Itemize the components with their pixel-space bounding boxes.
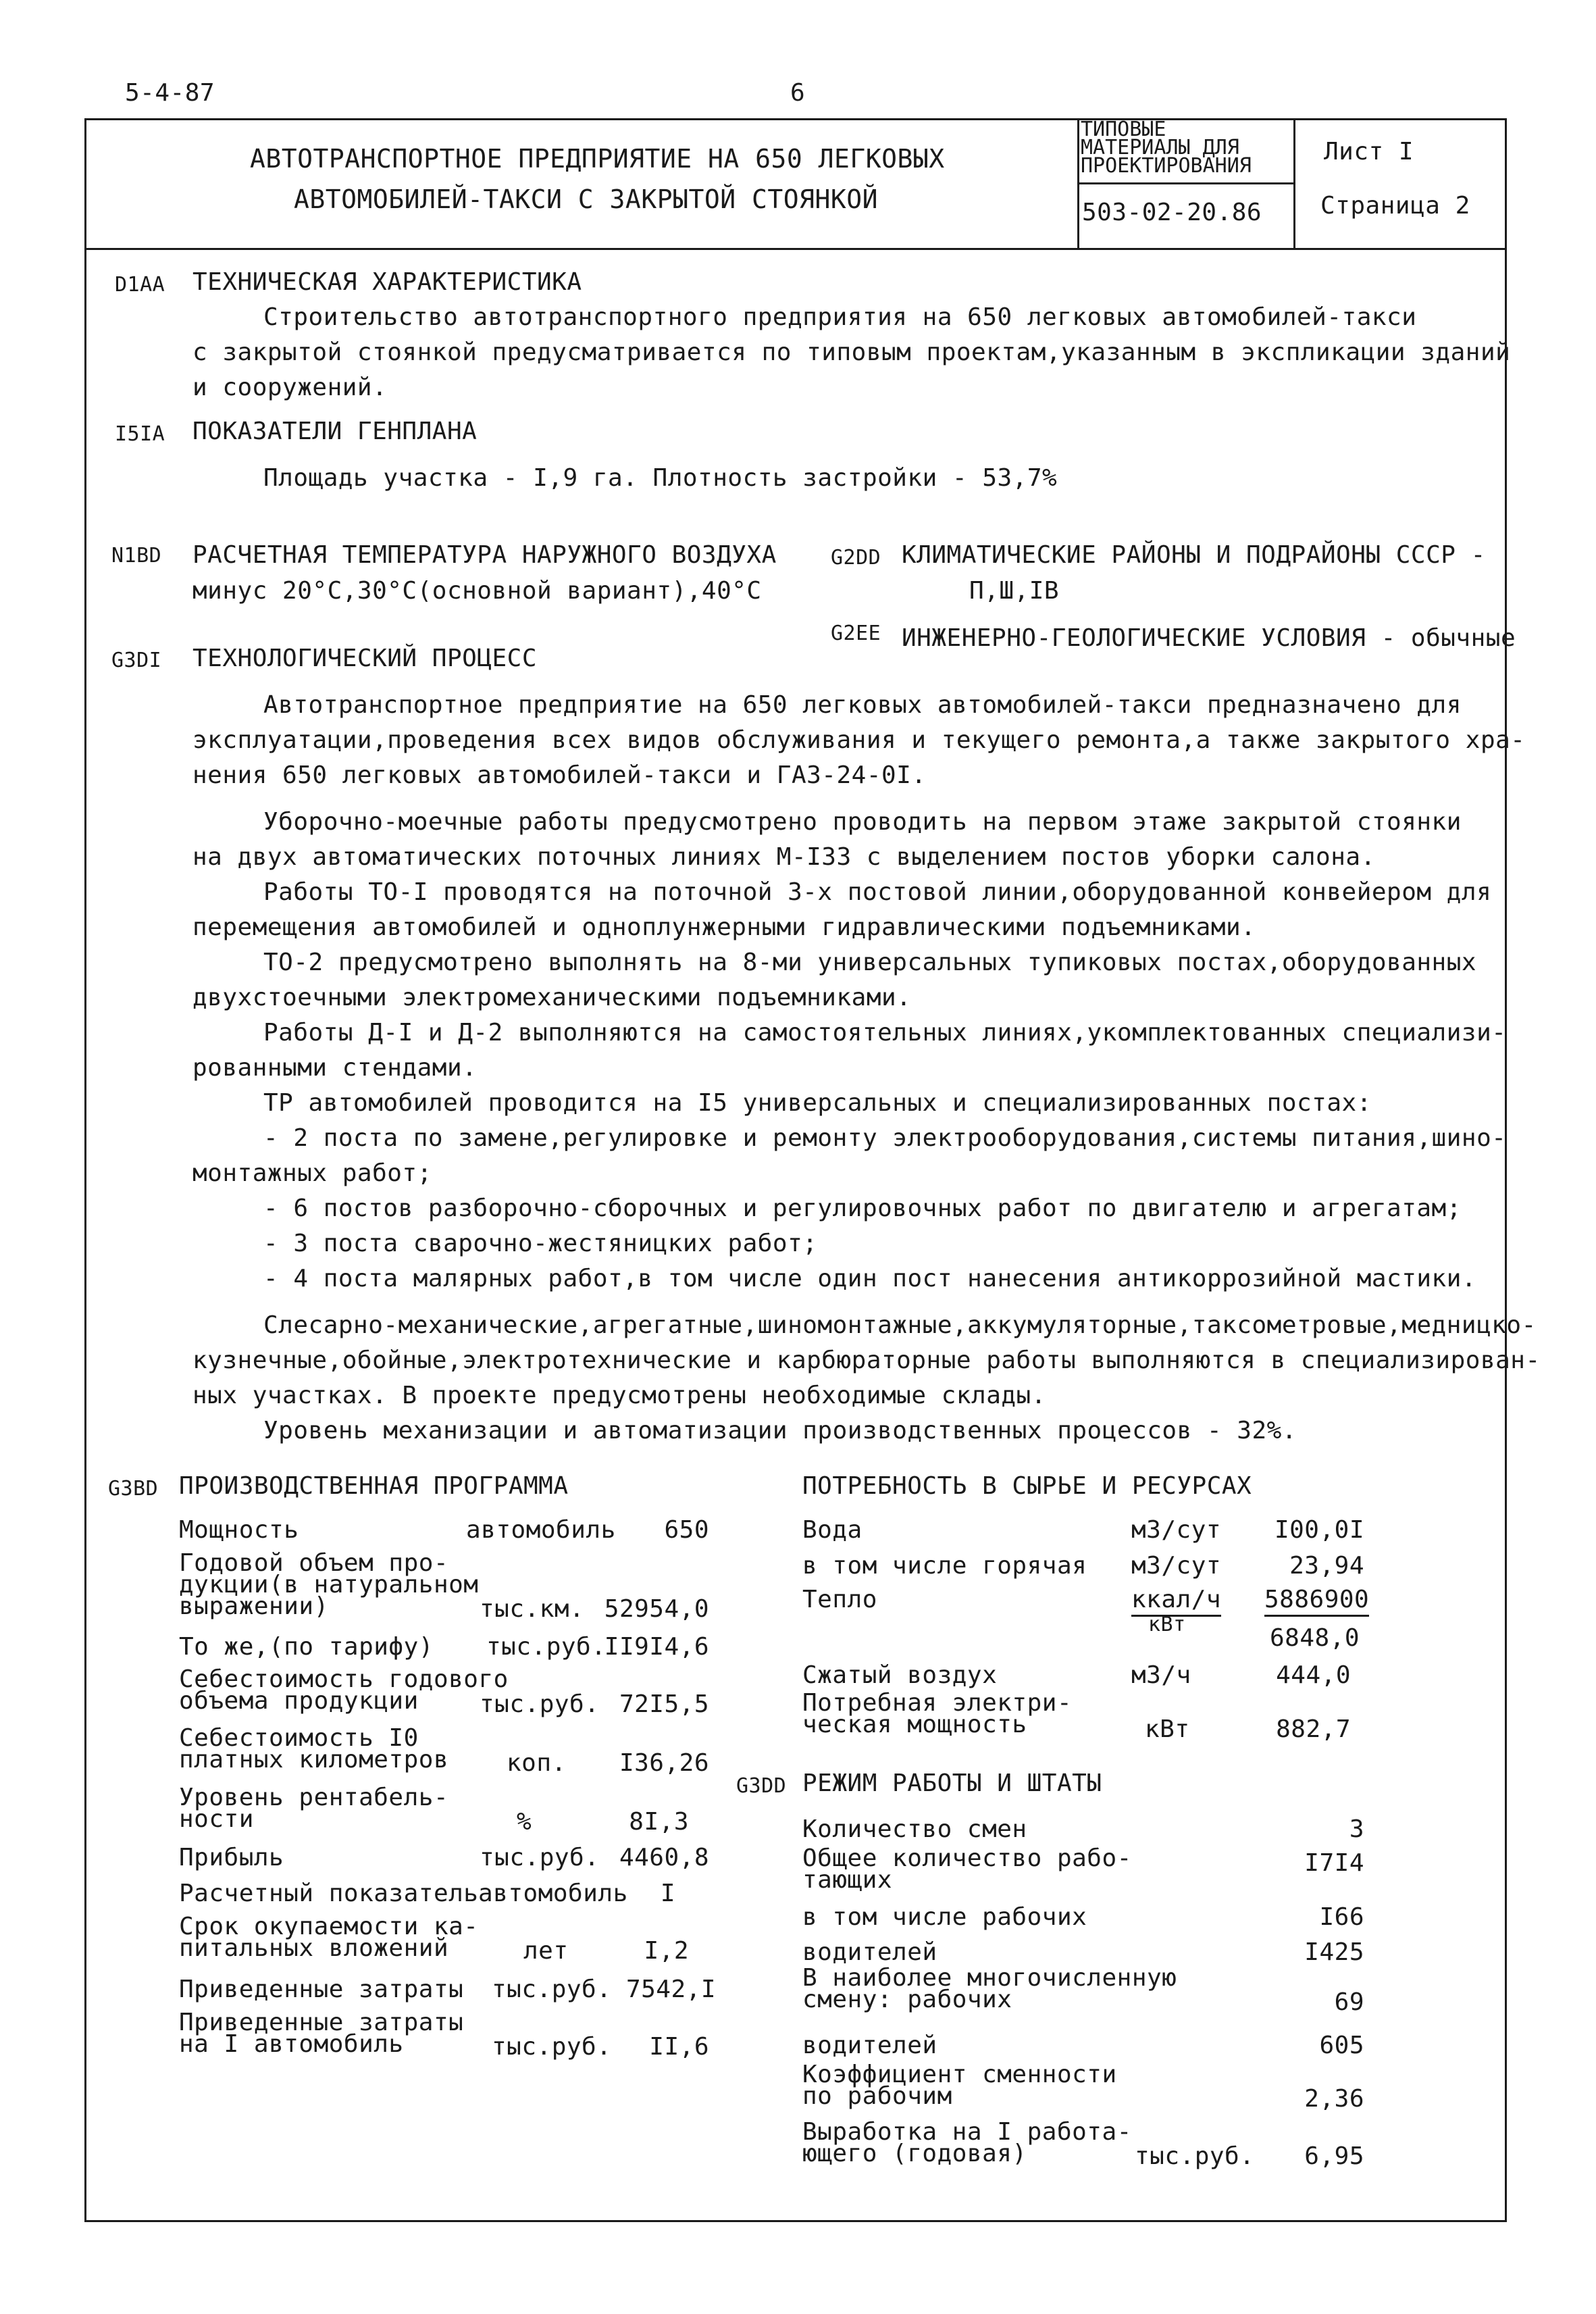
geo-code: G2EE [831,622,881,645]
staff-label-drivers: водителей [802,1938,937,1966]
process-p8: ТО-2 предусмотрено выполнять на 8-ми универсальных тупиковых постах,оборудованных [263,949,1477,976]
process-p7: перемещения автомобилей и одноплунжерными гидравлическими подъемниками. [192,913,1256,941]
staff-value-workers: I66 [1319,1903,1364,1931]
program-label-profitability-1: Уровень рентабель- [179,1784,449,1811]
program-value-calc: I [660,1880,675,1907]
title-block-hline [1077,182,1293,184]
sheet-number: Лист I [1324,138,1414,166]
process-p21: Уровень механизации и автоматизации производственных процессов - 32%. [263,1417,1297,1444]
program-value-cost: 72I5,5 [619,1690,709,1718]
program-label-payback-2: питальных вложений [179,1934,449,1962]
resources-title: ПОТРЕБНОСТЬ В СЫРЬЕ И РЕСУРСАХ [802,1472,1252,1500]
program-label-km-cost-2: платных километров [179,1746,449,1774]
series-label [1081,118,1252,178]
geo-title: ИНЖЕНЕРНО-ГЕОЛОГИЧЕСКИЕ УСЛОВИЯ - обычные [902,624,1516,652]
staff-value-output: 6,95 [1304,2142,1364,2170]
resources-label-power [802,1689,1073,1738]
resources-label-power-2: ческая мощность [802,1711,1027,1738]
program-label-cost-1: Себестоимость годового [179,1665,509,1693]
program-label-payback [179,1913,479,1962]
program-unit-reduced-per-car: тыс.руб. [492,2033,612,2061]
title-line-1: АВТОТРАНСПОРТНОЕ ПРЕДПРИЯТИЕ НА 650 ЛЕГКОВЫХ [250,144,945,174]
resources-label-hot-water: в том числе горячая [802,1552,1087,1580]
genplan-code: I5IA [115,422,165,446]
title-line-2: АВТОМОБИЛЕЙ-ТАКСИ С ЗАКРЫТОЙ СТОЯНКОЙ [294,184,878,214]
resources-unit-heat: ккал/ч [1131,1586,1221,1617]
process-title: ТЕХНОЛОГИЧЕСКИЙ ПРОЦЕСС [192,645,537,672]
program-code: G3BD [108,1477,159,1501]
process-p11: рованными стендами. [192,1054,478,1082]
program-unit-reduced: тыс.руб. [492,1976,612,2003]
resources-unit-air: м3/ч [1131,1661,1191,1689]
process-p20: ных участках. В проекте предусмотрены необходимые склады. [192,1382,1046,1409]
process-p10: Работы Д-I и Д-2 выполняются на самостоятельных линиях,укомплектованных специализи- [263,1019,1507,1047]
process-p2: эксплуатации,проведения всех видов обслуживания и текущего ремонта,а также закрытого хра- [192,726,1526,754]
program-value-reduced-per-car: II,6 [649,2033,709,2061]
resources-label-power-1: Потребная электри- [802,1689,1073,1717]
process-p9: двухстоечными электромеханическими подъемниками. [192,984,912,1011]
staff-value-total: I7I4 [1304,1849,1364,1877]
staff-label-max-shift-1: В наиболее многочисленную [802,1964,1177,1992]
series-line-2: МАТЕРИАЛЫ ДЛЯ [1081,136,1239,159]
series-line-1: ТИПОВЫЕ [1081,118,1166,141]
genplan-line: Площадь участка - I,9 га. Плотность застройки - 53,7% [263,464,1058,492]
program-label-km-cost-1: Себестоимость I0 [179,1724,419,1752]
process-p13: - 2 поста по замене,регулировке и ремонту электрооборудования,системы питания,шино- [263,1124,1507,1152]
program-label-reduced-per-car-2: на I автомобиль [179,2030,404,2058]
page-label: Страница 2 [1320,192,1470,220]
resources-value-heat-kw: 6848,0 [1270,1624,1360,1652]
staff-label-total [802,1844,1132,1894]
tech-line-3: и сооружений. [192,374,388,401]
staff-label-shifts: Количество смен [802,1815,1027,1843]
title-block-vline-2 [1293,118,1295,248]
program-value-payback: I,2 [644,1937,689,1965]
process-p4: Уборочно-моечные работы предусмотрено проводить на первом этаже закрытой стоянки [263,808,1462,836]
resources-unit-hot-water: м3/сут [1131,1552,1222,1580]
staff-label-max-shift-2: смену: рабочих [802,1986,1012,2013]
program-unit-km-cost: коп. [507,1749,567,1777]
staff-label-output-1: Выработка на I работа- [802,2118,1132,2146]
resources-value-power: 882,7 [1276,1715,1351,1743]
program-value-volume: 52954,0 [604,1595,709,1623]
resources-label-heat: Тепло [802,1586,877,1613]
program-value-km-cost: I36,26 [619,1749,709,1777]
staff-label-output [802,2118,1132,2167]
process-p1: Автотранспортное предприятие на 650 легковых автомобилей-такси предназначено для [263,691,1462,719]
program-label-profitability-2: ности [179,1805,254,1833]
program-label-reduced: Приведенные затраты [179,1976,464,2003]
program-label-volume-2: дукции(в натуральном [179,1571,479,1599]
staff-value-max-drivers: 605 [1319,2032,1364,2059]
program-label-km-cost [179,1724,449,1774]
series-line-3: ПРОЕКТИРОВАНИЯ [1081,154,1252,178]
program-unit-volume: тыс.км. [480,1595,585,1623]
process-code: G3DI [111,649,162,672]
temp-value: минус 20°С,30°С(основной вариант),40°С [192,577,762,605]
staff-label-total-1: Общее количество рабо- [802,1844,1132,1872]
resources-label-air: Сжатый воздух [802,1661,998,1689]
program-unit-capacity: автомобиль [466,1516,616,1544]
process-p6: Работы ТО-I проводятся на поточной 3-х постовой линии,оборудованной конвейером для [263,878,1492,906]
program-label-profit: Прибыль [179,1844,284,1871]
process-p5: на двух автоматических поточных линиях М-I33 с выделением постов уборки салона. [192,843,1376,871]
program-label-profitability [179,1784,449,1833]
program-label-capacity: Мощность [179,1516,299,1544]
genplan-title: ПОКАЗАТЕЛИ ГЕНПЛАНА [192,418,478,445]
process-p15: - 6 постов разборочно-сборочных и регулировочных работ по двигателю и агрегатам; [263,1194,1462,1222]
staff-code: G3DD [736,1774,787,1798]
process-p14: монтажных работ; [192,1159,432,1187]
doc-code: 5-4-87 [125,79,215,107]
staff-label-workers: в том числе рабочих [802,1903,1087,1931]
staff-label-coefficient-2: по рабочим [802,2082,952,2110]
process-p19: кузнечные,обойные,электротехнические и карбюраторные работы выполняются в специализирован- [192,1347,1541,1374]
staff-value-drivers: I425 [1304,1938,1364,1966]
program-unit-tariff: тыс.руб. [486,1633,607,1661]
resources-value-air: 444,0 [1276,1661,1351,1689]
program-label-tariff: То же,(по тарифу) [179,1633,434,1661]
process-p16: - 3 поста сварочно-жестяницких работ; [263,1230,818,1257]
temp-title: РАСЧЕТНАЯ ТЕМПЕРАТУРА НАРУЖНОГО ВОЗДУХА [192,541,777,569]
staff-label-output-2: ющего (годовая) [802,2140,1027,2167]
program-label-reduced-per-car [179,2009,464,2058]
program-label-cost [179,1665,509,1715]
climate-code: G2DD [831,546,881,570]
climate-value: П,Ш,IВ [969,577,1060,605]
climate-title: КЛИМАТИЧЕСКИЕ РАЙОНЫ И ПОДРАЙОНЫ СССР - [902,541,1486,569]
title-block-divider [84,248,1505,250]
process-p12: ТР автомобилей проводится на I5 универсальных и специализированных постах: [263,1089,1372,1117]
staff-title: РЕЖИМ РАБОТЫ И ШТАТЫ [802,1769,1102,1797]
program-value-profitability: 8I,3 [629,1808,689,1836]
resources-unit-water: м3/сут [1131,1516,1222,1544]
tech-code: D1AA [115,273,165,297]
staff-label-total-2: тающих [802,1866,893,1894]
program-label-volume-1: Годовой объем про- [179,1549,449,1577]
staff-label-max-shift [802,1964,1177,2013]
temp-code: N1BD [111,544,162,568]
resources-unit-heat-kw: кВт [1148,1613,1186,1636]
program-label-volume [179,1549,479,1620]
program-value-tariff: II9I4,6 [604,1633,709,1661]
program-unit-profitability: % [517,1808,532,1836]
program-unit-profit: тыс.руб. [480,1844,600,1871]
process-p17: - 4 поста малярных работ,в том числе один пост нанесения антикоррозийной мастики. [263,1265,1477,1292]
program-value-profit: 4460,8 [619,1844,709,1871]
staff-label-coefficient [802,2061,1117,2110]
staff-unit-output: тыс.руб. [1135,2142,1255,2170]
page-number: 6 [790,79,806,107]
program-label-cost-2: объема продукции [179,1687,419,1715]
resources-value-water: I00,0I [1274,1516,1364,1544]
staff-label-coefficient-1: Коэффициент сменности [802,2061,1117,2088]
program-unit-calc: автомобиль [478,1880,628,1907]
process-p18: Слесарно-механические,агрегатные,шиномонтажные,аккумуляторные,таксометровые,медницко- [263,1311,1537,1339]
resources-label-water: Вода [802,1516,863,1544]
program-label-reduced-per-car-1: Приведенные затраты [179,2009,464,2036]
resources-value-heat: 5886900 [1264,1586,1369,1617]
staff-value-coefficient: 2,36 [1304,2085,1364,2113]
tech-line-1: Строительство автотранспортного предприятия на 650 легковых автомобилей-такси [263,303,1417,331]
process-p3: нения 650 легковых автомобилей-такси и ГАЗ-24-0I. [192,761,927,789]
staff-value-max-shift: 69 [1334,1988,1364,2016]
staff-value-shifts: 3 [1349,1815,1364,1843]
tech-title: ТЕХНИЧЕСКАЯ ХАРАКТЕРИСТИКА [192,268,582,296]
tech-line-2: с закрытой стоянкой предусматривается по типовым проектам,указанным в экспликации зданий [192,338,1511,366]
series-code: 503-02-20.86 [1082,199,1262,226]
resources-value-hot-water: 23,94 [1289,1552,1364,1580]
staff-label-max-drivers: водителей [802,2032,937,2059]
program-title: ПРОИЗВОДСТВЕННАЯ ПРОГРАММА [179,1472,569,1500]
program-value-reduced: 7542,I [625,1976,716,2003]
program-label-calc: Расчетный показатель [179,1880,479,1907]
program-value-capacity: 650 [664,1516,709,1544]
program-label-volume-3: выражении) [179,1592,329,1620]
resources-unit-power: кВт [1145,1715,1190,1743]
program-unit-payback: лет [523,1937,569,1965]
program-label-payback-1: Срок окупаемости ка- [179,1913,479,1940]
program-unit-cost: тыс.руб. [480,1690,600,1718]
